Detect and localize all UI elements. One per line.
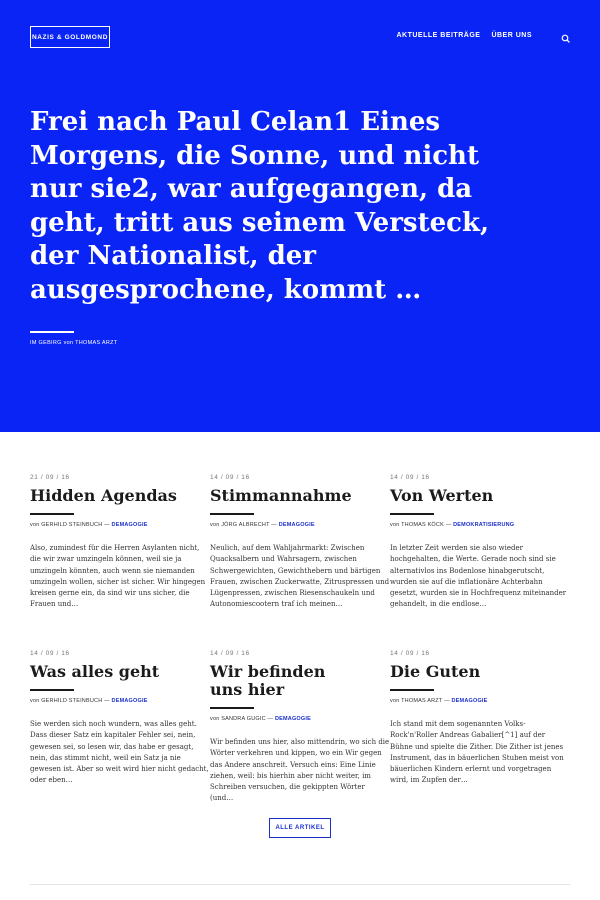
article-date: 14 / 09 / 16 [210, 474, 250, 481]
hero-meta [30, 340, 118, 346]
article-title[interactable]: Stimmannahme [210, 486, 352, 505]
byline-by: von [390, 698, 400, 704]
byline-separator: — [445, 522, 452, 528]
nav-item-current-posts[interactable]: AKTUELLE BEITRÄGE [396, 32, 481, 39]
article-title[interactable]: Was alles geht [30, 662, 160, 681]
hero-by: von [63, 340, 74, 346]
article-title[interactable]: Hidden Agendas [30, 486, 177, 505]
article-excerpt: Neulich, auf dem Wahljahrmarkt: Zwischen Quacksalbern und Wahrsagern, zwischen Schwergewichten, Gewichthebern und bärtigen Frauen, zwischen Zuckerwatte, Zitruspressen und Lügenpressen, zwischen Riesenschaukeln und Autonomiescootern traf ich meinen… [210, 544, 390, 609]
article-divider [210, 513, 254, 515]
article-divider [390, 513, 434, 515]
article-card [210, 650, 390, 805]
article-category[interactable]: DEMAGOGIE [278, 522, 315, 528]
article-excerpt: Ich stand mit dem sogenannten Volks-Rock'n'Roller Andreas Gabalier[^1] auf der Bühne und spielte die Zither. Die Zither ist jenes Instrument, das in bäuerlichen Stuben meist von bäuerlichen Kindern erlernt und vorgetragen wird, im Zupfen der… [390, 720, 564, 785]
hero-title[interactable]: Frei nach Paul Celan1 Eines Morgens, die Sonne, und nicht nur sie2, war aufgegangen, da geht, tritt aus seinem Versteck, der Nationalist, der ausgesprochene, kommt … [30, 107, 490, 305]
article-date: 21 / 09 / 16 [30, 474, 70, 481]
article-byline [210, 522, 390, 528]
nav-item-about[interactable]: ÜBER UNS [491, 32, 532, 39]
search-button[interactable] [560, 32, 572, 44]
byline-separator: — [104, 522, 110, 528]
article-excerpt: In letzter Zeit werden sie also wieder hochgehalten, die Werte. Gerade noch sind sie alternativlos ins Bodenlose hinabgerutscht, wurden sie auf die inflationäre Achterbahn gesetzt, wurden sie in Hochfrequenz miteinander gehandelt, in die endlose… [390, 544, 567, 609]
article-excerpt: Wir befinden uns hier, also mittendrin, wo sich die Wörter verkehren und kippen, wo ein Wir gegen das Andere anschreit. Versuch eins: Eine Linie ziehen, weil: bis hierhin aber nicht weiter, im Schreiben versuchen, die gekippten Wörter (und… [210, 738, 390, 803]
article-category[interactable]: DEMAGOGIE [451, 698, 488, 704]
article-byline [30, 522, 210, 528]
article-category[interactable]: DEMAGOGIE [111, 522, 148, 528]
byline-separator: — [271, 522, 277, 528]
article-date: 14 / 09 / 16 [390, 474, 430, 481]
article-byline [30, 698, 210, 704]
byline-by: von [30, 698, 40, 704]
article-card [210, 474, 390, 611]
all-articles-button[interactable]: ALLE ARTIKEL [269, 818, 331, 838]
article-author[interactable]: THOMAS KÖCK [401, 522, 444, 528]
article-excerpt: Sie werden sich noch wundern, was alles geht. Dass dieser Satz ein kapitaler Fehler sei, nein, gewesen sei, so lesen wir, das habe er gesagt, nein, das stimmt nicht, weil ein Satz ja nie gewesen ist. Aber so weit wird hier nicht gedacht, oder eben… [30, 720, 209, 785]
article-title[interactable]: Von Werten [390, 486, 494, 505]
article-card [30, 474, 210, 611]
hero-section [0, 0, 600, 432]
site-logo[interactable]: NAZIS & GOLDMOND [30, 26, 110, 48]
article-excerpt: Also, zumindest für die Herren Asylanten nicht, die wir zwar umzingeln können, weil sie ja umzingeln könnten, auch wenn sie niemanden umzingeln wollen, sicher ist sicher. Wir hingegen kreisen gerne ein, da sind wir uns sicher, die Frauen und… [30, 544, 206, 609]
article-divider [30, 689, 74, 691]
hero-category[interactable]: IM GEBIRG [30, 340, 62, 346]
search-icon [560, 33, 572, 45]
article-category[interactable]: DEMAGOGIE [274, 716, 311, 722]
byline-separator: — [444, 698, 450, 704]
article-date: 14 / 09 / 16 [30, 650, 70, 657]
byline-by: von [30, 522, 40, 528]
article-author[interactable]: GERHILD STEINBUCH [41, 698, 103, 704]
article-date: 14 / 09 / 16 [390, 650, 430, 657]
article-title[interactable]: Wir befinden uns hier [210, 662, 326, 699]
hero-author[interactable]: THOMAS ARZT [75, 340, 118, 346]
article-author[interactable]: THOMAS ARZT [401, 698, 443, 704]
byline-by: von [390, 522, 400, 528]
article-author[interactable]: GERHILD STEINBUCH [41, 522, 103, 528]
main-nav [396, 32, 532, 39]
article-category[interactable]: DEMAGOGIE [111, 698, 148, 704]
article-divider [30, 513, 74, 515]
footer-divider [30, 884, 570, 885]
hero-divider [30, 331, 74, 333]
article-date: 14 / 09 / 16 [210, 650, 250, 657]
article-card [30, 650, 210, 787]
article-author[interactable]: SANDRA GUGIC [221, 716, 266, 722]
article-card [390, 474, 570, 611]
article-title[interactable]: Die Guten [390, 662, 481, 681]
article-byline [210, 716, 360, 722]
article-divider [390, 689, 434, 691]
byline-separator: — [267, 716, 274, 722]
article-author[interactable]: JÖRG ALBRECHT [221, 522, 270, 528]
byline-by: von [210, 522, 220, 528]
article-byline [390, 698, 570, 704]
byline-separator: — [104, 698, 110, 704]
article-card [390, 650, 570, 787]
article-category[interactable]: DEMOKRATISIERUNG [453, 522, 515, 528]
article-byline [390, 522, 570, 528]
byline-by: von [210, 716, 220, 722]
article-divider [210, 707, 254, 709]
